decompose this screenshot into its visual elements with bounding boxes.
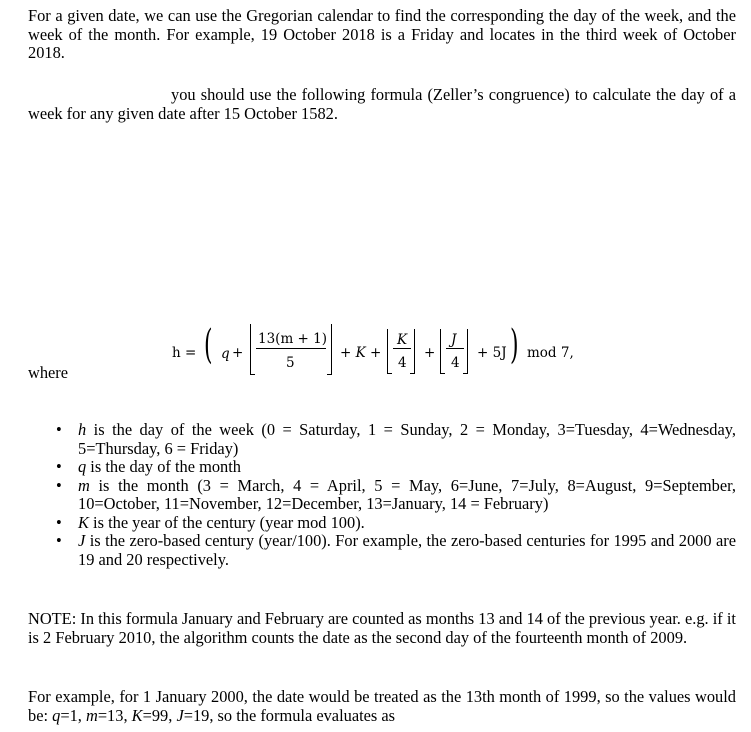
variable-description: is the year of the century (year mod 100). — [88, 512, 365, 532]
variable-description: is the day of the month — [86, 457, 241, 476]
example-j-label: J — [176, 705, 184, 725]
note-paragraph: NOTE: In this formula January and February are counted as months 13 and 14 of the previous year. e.g. if it is 2 February 2010, the algorithm counts the date as the second day of the fourteenth month of 2009. — [28, 609, 736, 647]
variable-name: h — [78, 420, 87, 439]
fraction-bar-2 — [393, 348, 411, 349]
formula-close-paren: ) — [510, 322, 519, 368]
example-prefix: For example, for 1 January 2000, the date would be treated as the 13th month of 1999, so the values would be: — [28, 687, 736, 725]
formula-four-2: 4 — [451, 355, 460, 371]
formula-plus-k: + K + — [340, 345, 382, 361]
example-q-value: =1, — [60, 705, 86, 725]
fraction-bar-1 — [256, 348, 326, 349]
variable-name: q — [78, 457, 87, 476]
intro-paragraph: For a given date, we can use the Gregorian calendar to find the corresponding the day of the week, and the week of the month. For example, 19 October 2018 is a Friday and locates in the third week of October 2018. — [28, 6, 736, 63]
formula-plus-1: + — [232, 345, 244, 361]
example-m-value: =13, — [97, 705, 132, 725]
formula-plus-5j: + 5J — [477, 345, 507, 361]
formula-denominator: 5 — [286, 355, 295, 371]
list-item — [56, 457, 736, 477]
example-q-label: q — [52, 705, 61, 725]
list-item — [56, 512, 736, 533]
formula-q: q — [221, 346, 230, 362]
variable-name: K — [78, 512, 89, 532]
formula-numerator: 13(m + 1) — [258, 331, 327, 347]
fraction-bar-3 — [446, 348, 464, 349]
formula-mod: mod 7, — [527, 345, 574, 361]
formula-lhs: h = — [172, 345, 197, 361]
variable-name: J — [78, 531, 86, 550]
variable-name: m — [78, 475, 90, 495]
list-item — [56, 531, 736, 569]
where-label: where — [28, 363, 69, 382]
bullet-dot: • — [56, 531, 62, 550]
bullet-dot: • — [56, 457, 62, 476]
bullet-dot: • — [56, 475, 62, 495]
formula-four-1: 4 — [398, 355, 407, 371]
bullet-dot: • — [56, 512, 62, 532]
instruction-paragraph: you should use the following formula (Zeller’s congruence) to calculate the day of a week for any given date after 15 October 1582. — [28, 85, 736, 123]
list-item — [56, 420, 736, 458]
variable-description: is the day of the week (0 = Saturday, 1 = Sunday, 2 = Monday, 3=Tuesday, 4=Wednesday, 5=Thursday, 6 = Friday) — [78, 420, 736, 458]
formula-k-numerator: K — [397, 332, 408, 348]
variable-description: is the zero-based century (year/100). For example, the zero-based centuries for 1995 and 2000 are 19 and 20 respectively. — [78, 531, 736, 569]
example-k-value: =99, — [142, 705, 177, 725]
formula-j-numerator: J — [451, 332, 457, 348]
example-m-label: m — [85, 705, 98, 725]
variable-list — [56, 420, 736, 569]
bullet-dot: • — [56, 420, 62, 439]
list-item — [56, 475, 736, 514]
formula-open-paren: ( — [204, 322, 213, 368]
variable-description: is the month (3 = March, 4 = April, 5 = May, 6=June, 7=July, 8=August, 9=September, 10=October, 11=November, 12=December, 13=January, 14 = February) — [78, 475, 736, 513]
example-j-value: =19, so the formula evaluates as — [183, 705, 396, 725]
example-k-label: K — [131, 705, 143, 725]
example-paragraph — [28, 688, 736, 725]
formula-plus-2: + — [424, 345, 436, 361]
